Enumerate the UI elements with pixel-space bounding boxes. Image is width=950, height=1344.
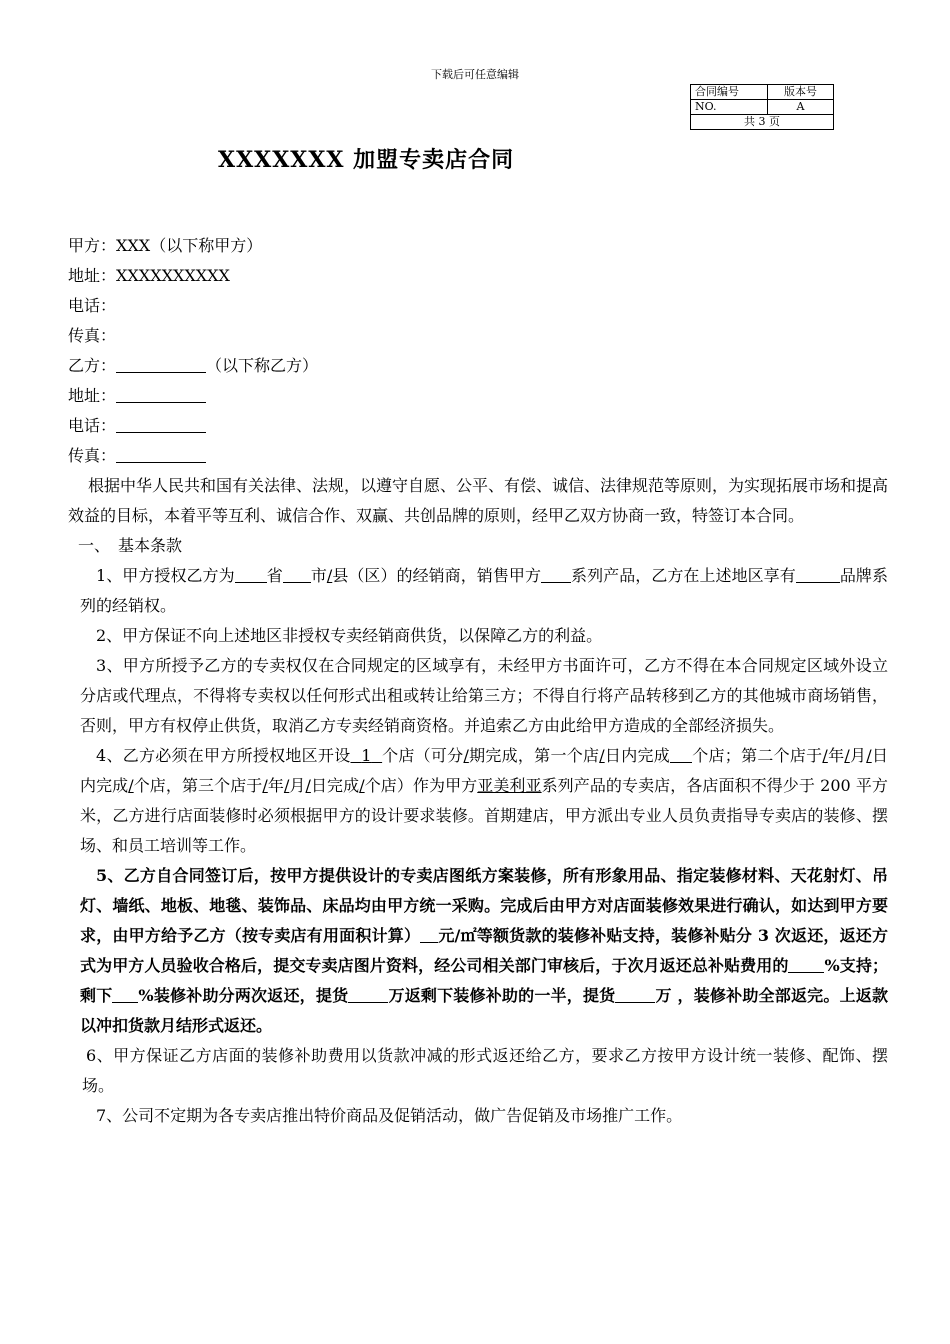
brand-series-blank[interactable] [796, 564, 840, 583]
party-a-label: 甲方： [68, 236, 117, 255]
clause-4-text-c: 期完成，第一个店 [468, 746, 600, 765]
contract-title: XXXXXXX 加盟专卖店合同 [218, 147, 515, 173]
party-b-fax-label: 传真： [68, 446, 117, 465]
phase-slash: / [463, 746, 469, 765]
party-b-phone-line [68, 411, 888, 441]
third-count-slash: / [359, 776, 365, 795]
clause-4 [68, 741, 888, 861]
store-count-value: 1 [361, 746, 372, 765]
first-store-days-slash: / [599, 746, 605, 765]
province-blank[interactable] [235, 564, 267, 583]
version-value: A [768, 100, 834, 115]
clause-4-year-2: 年 [267, 776, 284, 795]
clause-4-year: 年 [827, 746, 845, 765]
clause-4-text-a: 4、乙方必须在甲方所授权地区开设 [96, 746, 351, 765]
clause-4-text-h: 日完成 [310, 776, 360, 795]
clause-1-text-c: 市 [310, 566, 327, 585]
section-1-title: 一、 基本条款 [78, 536, 183, 555]
pickup-amount-2-blank[interactable] [615, 984, 655, 1003]
county-slash: / [326, 566, 333, 585]
party-b-name-blank[interactable] [116, 354, 206, 373]
header-note: 下载后可任意编辑 [431, 68, 519, 81]
clause-1 [68, 561, 888, 621]
clause-7: 7、公司不定期为各专卖店推出特价商品及促销活动，做广告促销及市场推广工作。 [96, 1106, 683, 1125]
contract-no-label: 合同编号 [691, 85, 768, 100]
clause-4-text-d: 日内完成 [604, 746, 670, 765]
contract-meta-table [690, 84, 834, 130]
clause-5-text-a: 5、乙方自合同签订后，按甲方提供设计的专卖店图纸方案装修，所有形象用品、指定装修材料、天花射灯、吊灯、墙纸、地板、地毯、装饰品、床品均由甲方统一采购。完成后由甲方对店面装修效果进行确认，如达到甲方要求，由甲方给予乙方（按专卖店有用面积计算） [80, 866, 888, 945]
first-return-percent-blank[interactable] [788, 954, 824, 973]
clause-4-text-i: 个店）作为甲方 [364, 776, 478, 795]
party-b-line [68, 351, 888, 381]
clause-4-text-b: 个店（可分 [382, 746, 464, 765]
preamble: 根据中华人民共和国有关法律、法规，以遵守自愿、公平、有偿、诚信、法律规范等原则，为实现拓展市场和提高效益的目标，本着平等互利、诚信合作、双赢、共创品牌的原则，经甲乙双方协商一致，特签订本合同。 [68, 476, 889, 525]
party-b-fax-line [68, 441, 888, 471]
clause-4-text-j: 系列产品的专卖店，各店面积不得少于 200 平方米，乙方进行店面装修时必须根据甲方的设计要求装修。首期建店，甲方派出专业人员负责指导专卖店的装修、摆场、和员工培训等工作。 [80, 776, 888, 855]
store-count [350, 746, 382, 765]
third-month-slash: / [283, 776, 290, 795]
second-year-slash: / [822, 746, 828, 765]
second-day-slash: / [866, 746, 872, 765]
party-a-address-label: 地址： [68, 266, 117, 285]
subsidy-rate-blank[interactable] [420, 924, 438, 943]
clause-5-text-d: %装修补助分两次返还，提货 [138, 986, 349, 1005]
clause-4-text-e: 个店；第二个店于 [692, 746, 823, 765]
clause-5 [68, 861, 888, 1041]
party-b-phone-blank[interactable] [116, 414, 206, 433]
clause-1-text-b: 省 [266, 566, 283, 585]
clause-5-text-b: 等额货款的装修补贴支持，装修补贴分 3 次返还，返还方式为甲方人员验收合格后，提交专卖店图片资料，经公司相关部门审核后，于次月返还总补贴费用的 [80, 926, 888, 975]
party-b-label: 乙方： [68, 356, 117, 375]
brand-name: 亚美利亚 [477, 776, 542, 795]
clause-5-text-c: %支持；剩下 [80, 956, 888, 1005]
page-count: 共 3 页 [691, 115, 834, 130]
contract-body [68, 231, 888, 1131]
clause-2: 2、甲方保证不向上述地区非授权专卖经销商供货，以保障乙方的利益。 [96, 626, 603, 645]
subsidy-unit: 元/㎡ [438, 926, 477, 945]
city-blank[interactable] [283, 564, 311, 583]
clause-1-text-a: 1、甲方授权乙方为 [96, 566, 235, 585]
party-b-address-label: 地址： [68, 386, 117, 405]
clause-6: 6、甲方保证乙方店面的装修补助费用以货款冲减的形式返还给乙方，要求乙方按甲方设计统一装修、配饰、摆场。 [82, 1046, 888, 1095]
party-a-value: XXX（以下称甲方） [116, 236, 263, 255]
second-count-slash: / [128, 776, 134, 795]
clause-4-text-f: 日内完成 [80, 746, 888, 795]
party-a-fax-label: 传真： [68, 326, 117, 345]
party-a-line [68, 231, 888, 261]
clause-4-month: 月 [849, 746, 867, 765]
pickup-amount-1-blank[interactable] [348, 984, 388, 1003]
party-a-address-line [68, 261, 888, 291]
clause-5-text-e: 万返剩下装修补助的一半，提货 [388, 986, 616, 1005]
party-b-address-blank[interactable] [116, 384, 206, 403]
party-a-fax-line [68, 321, 888, 351]
party-b-suffix: （以下称乙方） [206, 356, 319, 375]
party-b-fax-blank[interactable] [116, 444, 206, 463]
second-month-slash: / [844, 746, 850, 765]
party-b-address-line [68, 381, 888, 411]
party-b-phone-label: 电话： [68, 416, 117, 435]
third-day-slash: / [305, 776, 311, 795]
party-a-address-value: XXXXXXXXXX [116, 266, 230, 285]
party-a-phone-line [68, 291, 888, 321]
clause-5-text-f: 万 ，装修补助全部返完。上返款以冲扣货款月结形式返还。 [80, 986, 888, 1035]
clause-3: 3、甲方所授予乙方的专卖权仅在合同规定的区域享有，未经甲方书面许可，乙方不得在本合同规定区域外设立分店或代理点，不得将专卖权以任何形式出租或转让给第三方；不得自行将产品转移到乙方的其他城市商场销售，否则，甲方有权停止供货，取消乙方专卖经销商资格。并追索乙方由此给甲方造成的全部经济损失。 [80, 656, 888, 735]
clause-4-month-2: 月 [289, 776, 306, 795]
party-a-phone-label: 电话： [68, 296, 117, 315]
version-label: 版本号 [768, 85, 834, 100]
third-year-slash: / [262, 776, 268, 795]
clause-1-text-f: 品牌系列的经销权。 [80, 566, 888, 615]
no-label: NO. [691, 100, 768, 115]
first-store-count-blank[interactable] [670, 744, 692, 763]
product-series-blank[interactable] [541, 564, 571, 583]
remaining-percent-blank[interactable] [112, 984, 138, 1003]
clause-1-text-e: 系列产品，乙方在上述地区享有 [571, 566, 796, 585]
clause-1-text-d: 县（区）的经销商，销售甲方 [332, 566, 541, 585]
clause-4-text-g: 个店，第三个店于 [133, 776, 263, 795]
